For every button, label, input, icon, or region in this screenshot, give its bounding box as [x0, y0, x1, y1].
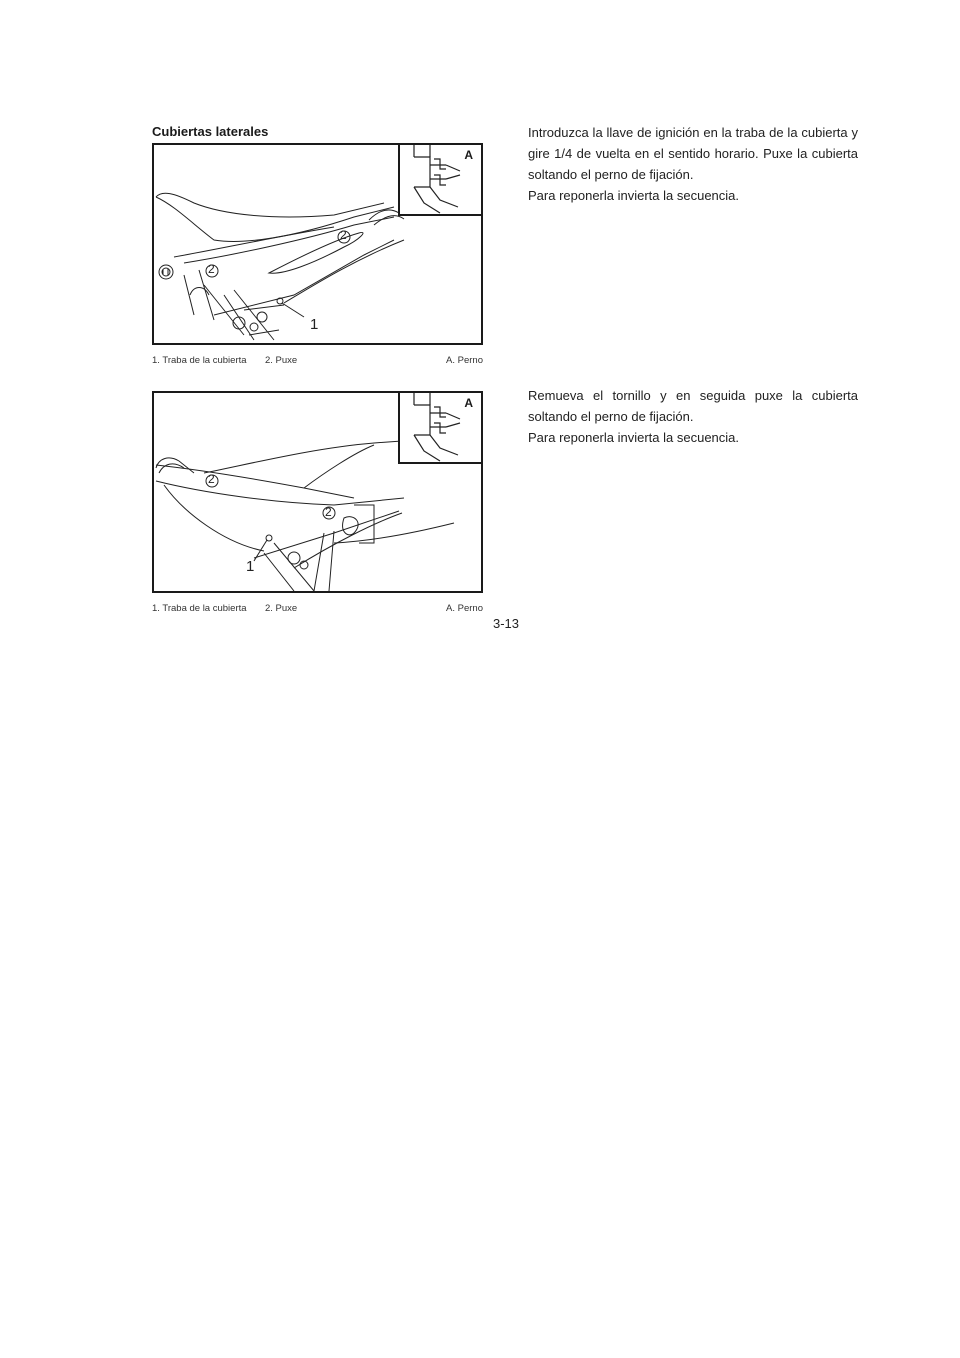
inset-label: A: [464, 148, 473, 162]
instruction-text: Remueva el tornillo y en seguida puxe la cubierta soltando el perno de fijación.: [528, 388, 858, 424]
inset-label: A: [464, 396, 473, 410]
caption-item-a: A. Perno: [446, 603, 483, 614]
caption-item-2: 2. Puxe: [265, 355, 298, 366]
callout-1: 1: [246, 558, 255, 575]
callout-2: 2: [208, 262, 215, 276]
inset-detail-a: [398, 391, 483, 464]
callout-1: 1: [310, 316, 319, 333]
instruction-text: Para reponerla invierta la secuencia.: [528, 430, 740, 445]
instruction-text: Introduzca la llave de ignición en la traba de la cubierta y gire 1/4 de vuelta en el sentido horario. Puxe la cubierta soltando el perno de fijación.: [528, 125, 858, 182]
callout-2: 2: [340, 228, 347, 242]
page-number: 3-13: [493, 616, 520, 631]
figure-side-cover-left: [152, 143, 483, 345]
inset-detail-a: [398, 143, 483, 216]
caption-item-2: 2. Puxe: [265, 603, 298, 614]
section-title: Cubiertas laterales: [152, 124, 269, 139]
callout-2: 2: [208, 472, 215, 486]
callout-2: 2: [325, 505, 332, 519]
caption-item-a: A. Perno: [446, 355, 483, 366]
instruction-text: Para reponerla invierta la secuencia.: [528, 188, 740, 203]
caption-item-1: 1. Traba de la cubierta: [152, 603, 247, 614]
caption-item-1: 1. Traba de la cubierta: [152, 355, 247, 366]
instructions-paragraph-1: [528, 122, 858, 206]
instructions-paragraph-2: [528, 385, 858, 448]
figure-side-cover-right: [152, 391, 483, 593]
